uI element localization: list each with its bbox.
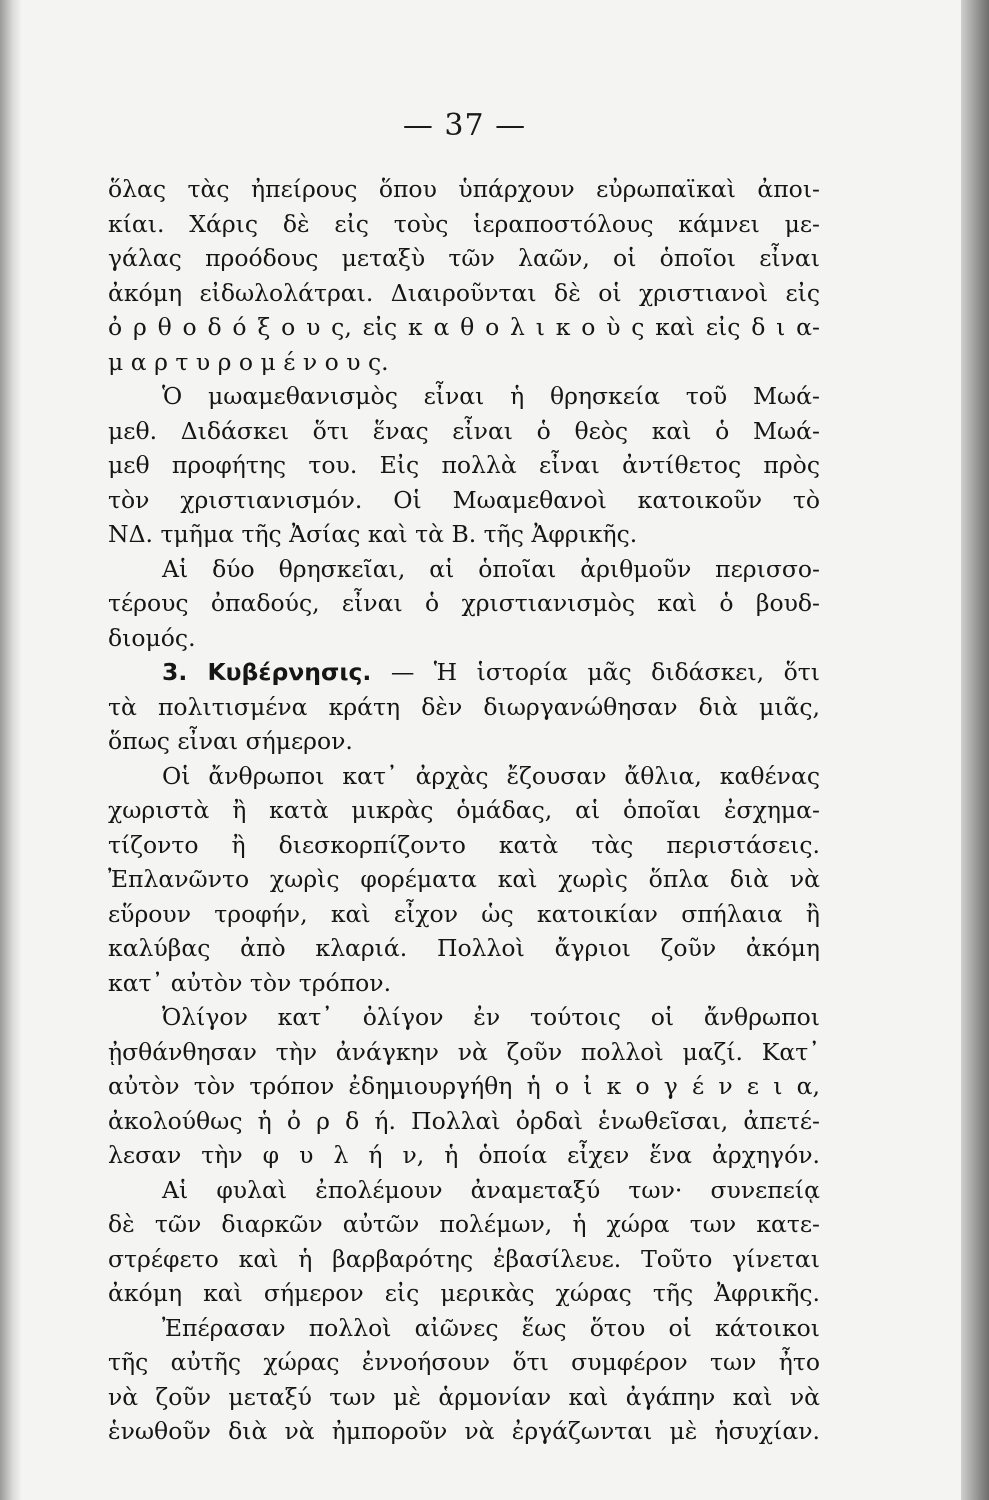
line-text: ΝΔ. τμῆμα τῆς Ἀσίας καὶ τὰ Β. τῆς Ἀφρικῆς.: [108, 520, 638, 548]
text-line: [108, 586, 820, 621]
line-text: Αἱ δύο θρησκεῖαι, αἱ ὁποῖαι ἀριθμοῦν περισσο-: [162, 554, 820, 583]
text-line: [108, 690, 820, 725]
text-line: [108, 1242, 820, 1277]
line-text: Ὀλίγον κατ᾽ ὀλίγον ἐν τούτοις οἱ ἄνθρωποι: [162, 1003, 820, 1031]
line-text: κίαι. Χάρις δὲ εἰς τοὺς ἱεραποστόλους κάμνει με-: [108, 209, 820, 238]
text-line: [108, 172, 820, 207]
text-line: [108, 1276, 820, 1311]
line-text: γάλας προόδους μεταξὺ τῶν λαῶν, οἱ ὁποῖοι εἶναι: [108, 244, 820, 272]
line-text: εὕρουν τροφήν, καὶ εἶχον ὡς κατοικίαν σπήλαια ἢ: [108, 899, 820, 928]
line-text: χωριστὰ ἢ κατὰ μικρὰς ὁμάδας, αἱ ὁποῖαι ἐσχημα-: [108, 796, 820, 824]
text-line: [108, 1104, 820, 1139]
text-line: [108, 1311, 820, 1346]
text-line: [108, 517, 820, 552]
text-line: [108, 793, 820, 828]
line-text: ᾐσθάνθησαν τὴν ἀνάγκην νὰ ζοῦν πολλοὶ μαζί. Κατ᾽: [108, 1037, 820, 1066]
text-line: [108, 448, 820, 483]
line-text: ἀκολούθως ἡ ὀ ρ δ ή. Πολλαὶ ὀρδαὶ ἑνωθεῖσαι, ἀπετέ-: [108, 1106, 820, 1135]
line-text: μ α ρ τ υ ρ ο μ έ ν ο υ ς.: [108, 347, 389, 376]
section-heading: 3. Κυβέρνησις.: [162, 658, 372, 686]
line-text: κατ᾽ αὐτὸν τὸν τρόπον.: [108, 968, 392, 997]
line-text: διομός.: [108, 623, 196, 652]
text-line: [108, 241, 820, 276]
text-line: [108, 552, 820, 587]
text-line: [108, 1000, 820, 1035]
text-line: [108, 931, 820, 966]
text-line: [108, 414, 820, 449]
line-text: Αἱ φυλαὶ ἐπολέμουν ἀναμεταξύ των· συνεπείᾳ: [162, 1175, 820, 1204]
line-text: τῆς αὐτῆς χώρας ἐννοήσουν ὅτι συμφέρον των ἦτο: [108, 1348, 820, 1376]
line-text: μεθ. Διδάσκει ὅτι ἕνας εἶναι ὁ θεὸς καὶ ὁ Μωά-: [108, 416, 820, 445]
page-edge-shadow: [961, 0, 989, 1500]
line-text: λεσαν τὴν φ υ λ ή ν, ἡ ὁποία εἶχεν ἕνα ἀρχηγόν.: [108, 1141, 820, 1169]
text-line: [108, 1207, 820, 1242]
line-text: ἑνωθοῦν διὰ νὰ ἠμποροῦν νὰ ἐργάζωνται μὲ ἡσυχίαν.: [108, 1417, 820, 1445]
line-text: Ἐπέρασαν πολλοὶ αἰῶνες ἕως ὅτου οἱ κάτοικοι: [162, 1313, 820, 1342]
text-line: [108, 1414, 820, 1449]
line-text: ἀκόμη καὶ σήμερον εἰς μερικὰς χώρας τῆς Ἀφρικῆς.: [108, 1279, 820, 1307]
line-text: τὰ πολιτισμένα κράτη δὲν διωργανώθησαν διὰ μιᾶς,: [108, 692, 820, 721]
text-line: [108, 1138, 820, 1173]
line-text: — Ἡ ἱστορία μᾶς διδάσκει, ὅτι: [390, 658, 820, 686]
text-line: [108, 621, 820, 656]
line-text: στρέφετο καὶ ἡ βαρβαρότης ἐβασίλευε. Τοῦτο γίνεται: [108, 1244, 820, 1273]
text-line: [108, 379, 820, 414]
line-text: δὲ τῶν διαρκῶν αὐτῶν πολέμων, ἡ χώρα των κατε-: [108, 1210, 820, 1238]
text-line: [108, 655, 820, 690]
line-text: ὀ ρ θ ο δ ό ξ ο υ ς, εἰς κ α θ ο λ ι κ ο ὺ ς καὶ εἰς δ ι α-: [108, 313, 820, 341]
text-line: [108, 1069, 820, 1104]
line-text: αὐτὸν τὸν τρόπον ἐδημιουργήθη ἡ ο ἰ κ ο γ έ ν ε ι α,: [108, 1072, 820, 1100]
text-line: [108, 897, 820, 932]
text-line: [108, 276, 820, 311]
text-line: [108, 828, 820, 863]
line-text: Ὁ μωαμεθανισμὸς εἶναι ἡ θρησκεία τοῦ Μωά-: [162, 382, 820, 410]
text-line: [108, 1173, 820, 1208]
line-text: τέρους ὀπαδούς, εἶναι ὁ χριστιανισμὸς καὶ ὁ βουδ-: [108, 589, 820, 617]
line-text: τίζοντο ἢ διεσκορπίζοντο κατὰ τὰς περιστάσεις.: [108, 830, 820, 859]
line-text: νὰ ζοῦν μεταξύ των μὲ ἁρμονίαν καὶ ἀγάπην καὶ νὰ: [108, 1382, 820, 1411]
body-text: [108, 172, 820, 1449]
line-text: μεθ προφήτης του. Εἰς πολλὰ εἶναι ἀντίθετος πρὸς: [108, 451, 820, 479]
line-text: καλύβας ἀπὸ κλαριά. Πολλοὶ ἄγριοι ζοῦν ἀκόμη: [108, 934, 820, 962]
text-line: [108, 724, 820, 759]
text-line: [108, 862, 820, 897]
text-line: [108, 966, 820, 1001]
line-text: Οἱ ἄνθρωποι κατ᾽ ἀρχὰς ἔζουσαν ἄθλια, καθένας: [162, 761, 820, 790]
line-text: ὅπως εἶναι σήμερον.: [108, 727, 353, 755]
line-text: Ἐπλανῶντο χωρὶς φορέματα καὶ χωρὶς ὅπλα διὰ νὰ: [108, 865, 820, 893]
text-line: [108, 1380, 820, 1415]
page-number: — 37 —: [402, 108, 527, 143]
line-text: ἀκόμη εἰδωλολάτραι. Διαιροῦνται δὲ οἱ χριστιανοὶ εἰς: [108, 278, 820, 307]
text-line: [108, 310, 820, 345]
text-line: [108, 345, 820, 380]
page-binding-shadow: [0, 0, 22, 1500]
line-text: ὅλας τὰς ἠπείρους ὅπου ὑπάρχουν εὐρωπαϊκαὶ ἀποι-: [108, 175, 820, 203]
text-line: [108, 1345, 820, 1380]
text-line: [108, 759, 820, 794]
text-line: [108, 207, 820, 242]
text-line: [108, 1035, 820, 1070]
text-line: [108, 483, 820, 518]
line-text: τὸν χριστιανισμόν. Οἱ Μωαμεθανοὶ κατοικοῦν τὸ: [108, 485, 820, 514]
